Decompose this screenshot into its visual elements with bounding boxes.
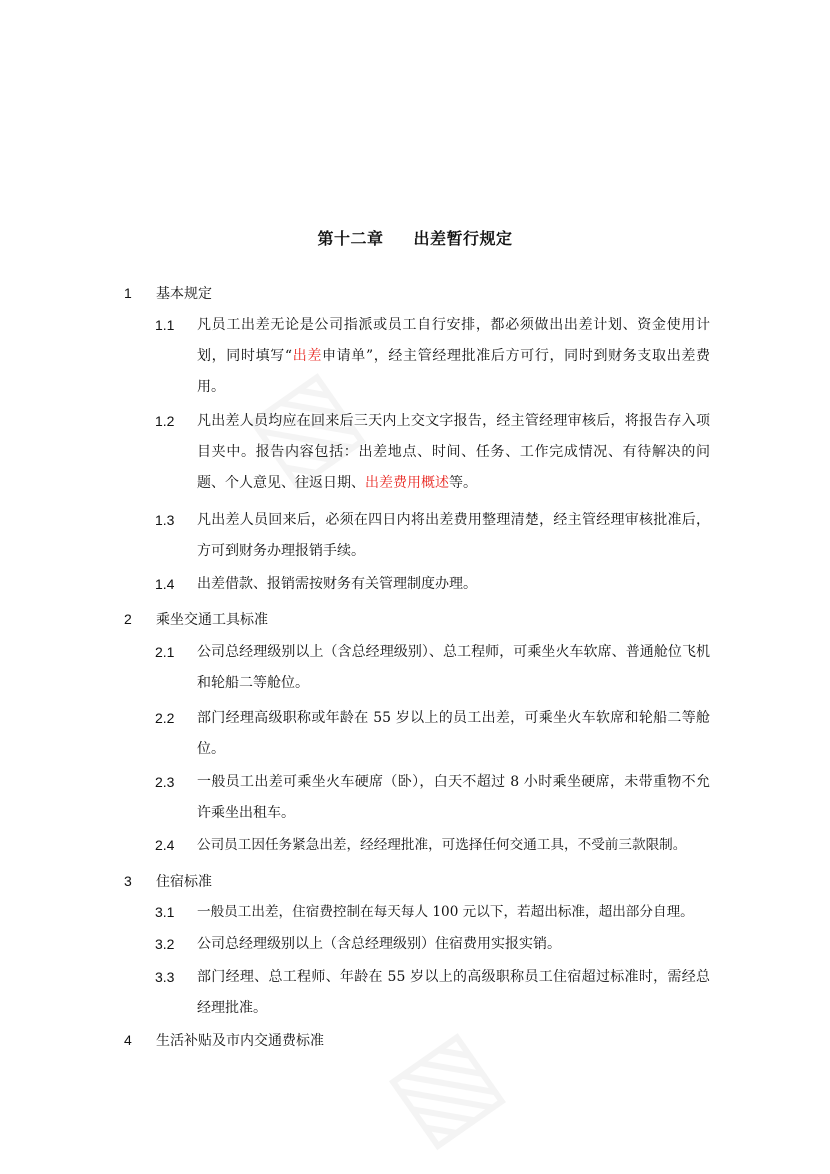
clause-text: 公司总经理级别以上（含总经理级别）住宿费用实报实销。 (197, 936, 561, 952)
clause-number: 3.1 (155, 904, 175, 920)
clause (155, 929, 710, 960)
clause-text: 一般员工出差，住宿费控制在每天每人 100 元以下，若超出标准，超出部分自理。 (197, 904, 694, 920)
section-heading (124, 1030, 324, 1051)
highlight-text: 出差费用概述 (365, 475, 449, 491)
chapter-name: 出差暂行规定 (413, 229, 513, 248)
clause-text: 一般员工出差可乘坐火车硬席（卧），白天不超过 8 小时乘坐硬席，未带重物不允许乘坐出租车。 (197, 774, 710, 821)
clause-number: 1.4 (155, 576, 175, 592)
clause-text (197, 406, 710, 499)
clause (155, 897, 710, 928)
watermark-shape (363, 1002, 522, 1166)
clause-number: 3.2 (155, 936, 175, 952)
clause-text: 凡出差人员回来后，必须在四日内将出差费用整理清楚，经主管经理审核批准后，方可到财务办理报销手续。 (197, 512, 710, 559)
clause-text: 部门经理、总工程师、年龄在 55 岁以上的高级职称员工住宿超过标准时，需经总经理批准。 (197, 969, 710, 1016)
clause-number: 1.3 (155, 512, 175, 528)
clause-text: 部门经理高级职称或年龄在 55 岁以上的员工出差，可乘坐火车软席和轮船二等舱位。 (197, 710, 710, 757)
clause (155, 703, 710, 765)
clause (155, 505, 710, 567)
section-label: 生活补贴及市内交通费标准 (156, 1033, 324, 1049)
clause-text-part: 凡出差人员均应在回来后三天内上交文字报告，经主管经理审核后，将报告存入项目夹中。报告内容包括：出差地点、时间、任务、工作完成情况、有待解决的问题、个人意见、往返日期、 (197, 413, 710, 491)
clause-text-part: 等。 (449, 475, 477, 491)
highlight-text: 出差 (292, 348, 322, 364)
clause (155, 767, 710, 829)
clause-text: 公司员工因任务紧急出差，经经理批准，可选择任何交通工具，不受前三款限制。 (197, 837, 687, 853)
clause-number: 3.3 (155, 969, 175, 985)
clause-text: 公司总经理级别以上（含总经理级别）、总工程师，可乘坐火车软席、普通舱位飞机和轮船二等舱位。 (197, 644, 710, 691)
section-label: 基本规定 (156, 286, 212, 302)
section-number: 2 (124, 611, 132, 627)
clause-number: 2.2 (155, 710, 175, 726)
clause-number: 2.1 (155, 644, 175, 660)
clause-text (197, 310, 710, 403)
clause (155, 637, 710, 699)
chapter-title (0, 226, 830, 249)
section-number: 3 (124, 873, 132, 889)
clause (155, 962, 710, 1024)
chapter-number: 第十二章 (317, 229, 384, 248)
clause-number: 1.2 (155, 413, 175, 429)
clause-text: 出差借款、报销需按财务有关管理制度办理。 (197, 576, 477, 592)
clause (155, 569, 710, 600)
section-heading (124, 283, 212, 304)
section-heading (124, 871, 212, 892)
section-number: 4 (124, 1032, 132, 1048)
clause-text-part: 凡员工出差无论是公司指派或员工自行安排，都必须做出出差计划、资金使用计划，同时填写“ (197, 317, 710, 364)
clause (155, 310, 710, 403)
section-label: 乘坐交通工具标准 (156, 612, 268, 628)
section-number: 1 (124, 285, 132, 301)
clause (155, 406, 710, 499)
clause-number: 2.4 (155, 837, 175, 853)
clause-text-part: 申请单”，经主管经理批准后方可行，同时到财务支取出差费用。 (197, 348, 710, 395)
clause-number: 2.3 (155, 774, 175, 790)
section-label: 住宿标准 (156, 874, 212, 890)
clause (155, 830, 710, 861)
clause-number: 1.1 (155, 317, 175, 333)
section-heading (124, 609, 268, 630)
